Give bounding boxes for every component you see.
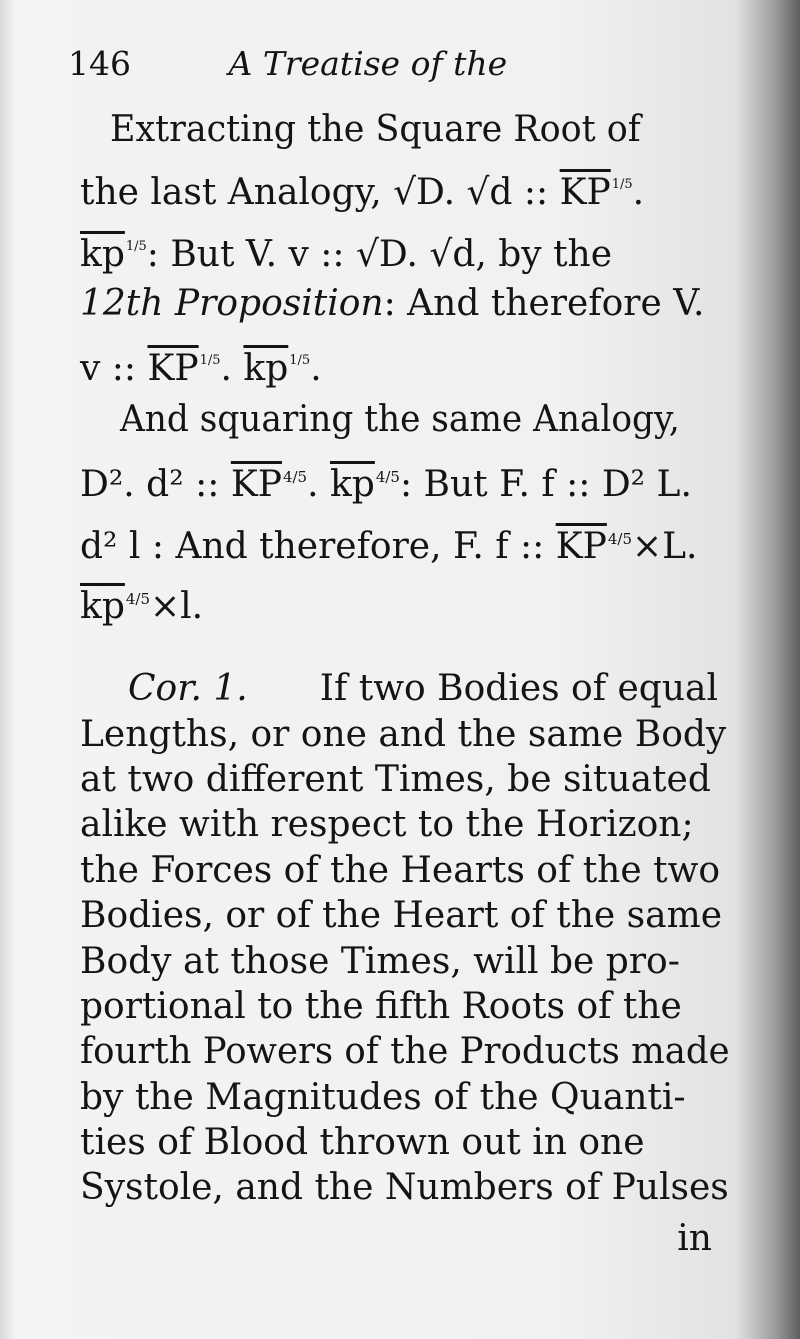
overlined-term: $\overline{kp}$ (329, 464, 375, 505)
text-line: Lengths, or one and the same Body (80, 714, 727, 755)
text-line: by the Magnitudes of the Quanti- (80, 1077, 686, 1118)
text-line: ties of Blood thrown out in one (80, 1122, 645, 1163)
exponent: 1/5 (289, 353, 311, 368)
overlined-term: $\overline{kp}$ (80, 586, 125, 627)
text-line: portional to the fifth Roots of the (80, 986, 682, 1027)
overlined-term: $\overline{KP}$ (559, 172, 611, 213)
running-header (68, 44, 507, 83)
exponent: 1/5 (125, 239, 147, 254)
text-line: d² l : And therefore, F. f :: $\overline{KP}^{4/5}\times L$. (80, 526, 698, 567)
corollary-line: Cor. 1. If two Bodies of equal (128, 668, 718, 709)
text-line: And squaring the same Analogy, (120, 399, 680, 440)
exponent: 4/5 (607, 530, 632, 548)
text-line: Extracting the Square Root of (110, 109, 641, 150)
text-line: Systole, and the Numbers of Pulses (80, 1167, 729, 1208)
exponent: 4/5 (125, 590, 150, 608)
running-title: A Treatise of the (228, 44, 508, 83)
page-number: 146 (68, 44, 131, 83)
overlined-term: $\overline{KP}$ (555, 526, 607, 567)
text-line: the Forces of the Hearts of the two (80, 850, 721, 891)
text-line: the last Analogy, √D. √d :: $\overline{KP}^{1/5}$. (80, 172, 645, 213)
overlined-term: $\overline{kp}$ (80, 234, 125, 275)
overlined-term: $\overline{kp}$ (243, 348, 289, 389)
overlined-term: $\overline{KP}$ (230, 464, 282, 505)
text-line: v :: $\overline{KP}^{1/5}$. $\overline{kp}^{1/5}$. (80, 348, 322, 389)
text-line: Body at those Times, will be pro- (80, 941, 680, 982)
text-line: at two different Times, be situated (80, 759, 711, 800)
exponent: 4/5 (375, 468, 400, 486)
text-line: Bodies, or of the Heart of the same (80, 895, 723, 936)
exponent: 1/5 (611, 177, 633, 192)
text-line: alike with respect to the Horizon; (80, 804, 694, 845)
text-line: $\overline{kp}^{4/5}\times l$. (80, 586, 204, 627)
exponent: 4/5 (282, 468, 308, 486)
text-line: 12th Proposition: And therefore V. (80, 283, 705, 324)
text-line: $\overline{kp}^{1/5}$: But V. v :: √D. √d, by the (80, 234, 613, 275)
text-line: fourth Powers of the Products made (80, 1031, 730, 1072)
corollary-label: Cor. 1. (128, 668, 248, 709)
overlined-term: $\overline{KP}$ (147, 348, 199, 389)
exponent: 1/5 (199, 353, 221, 368)
catchword: in (677, 1218, 712, 1259)
proposition-ref: Proposition (174, 283, 384, 324)
text-line: D². d² :: $\overline{KP}^{4/5}$. $\overline{kp}^{4/5}$: But F. f :: D² L. (80, 464, 692, 505)
